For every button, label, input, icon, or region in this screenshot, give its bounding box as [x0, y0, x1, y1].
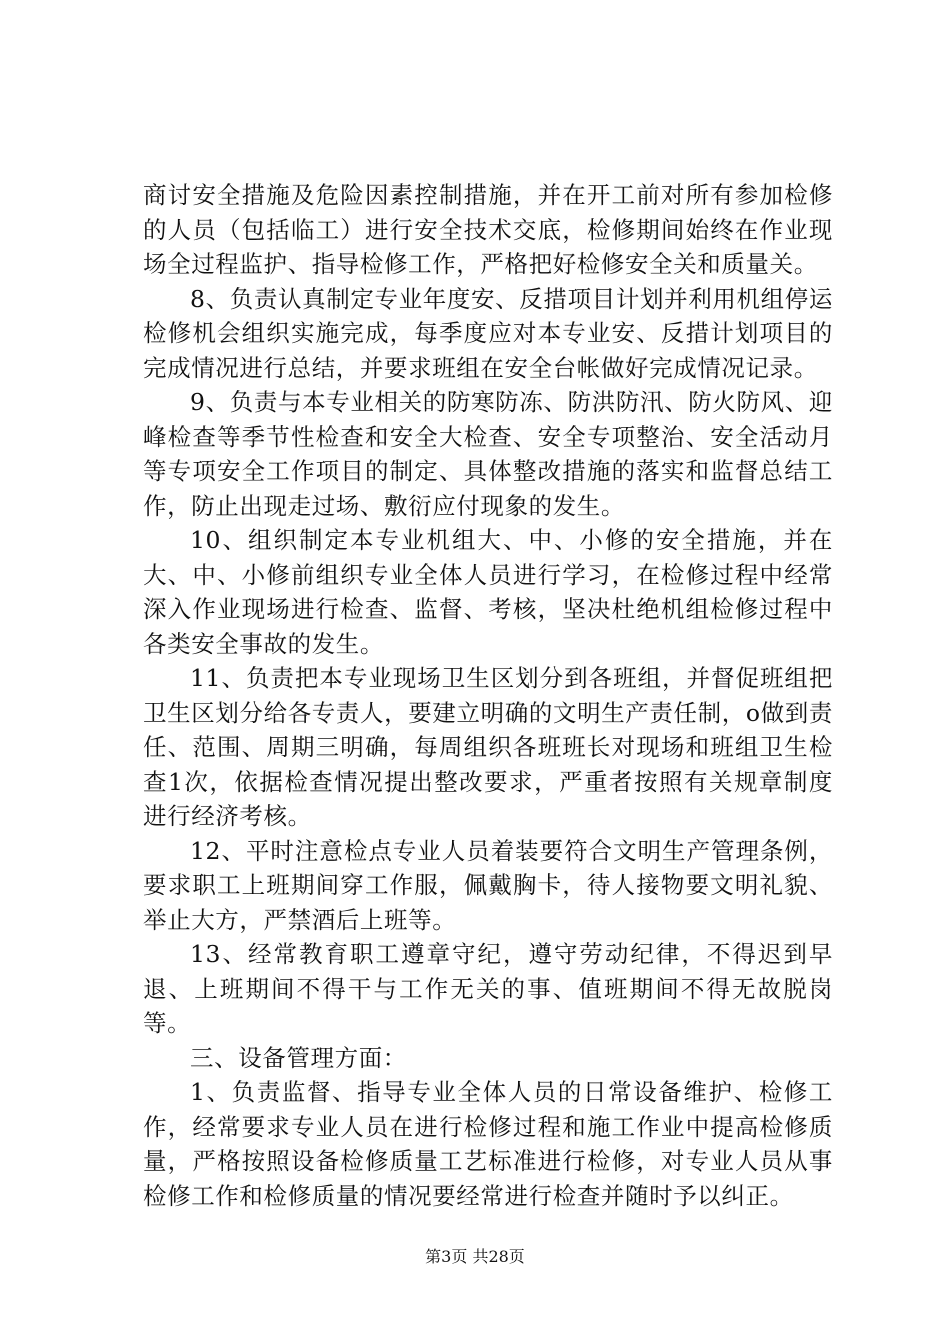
paragraph-item-8: 8、负责认真制定专业年度安、反措项目计划并利用机组停运检修机会组织实施完成，每季度应对本专业安、反措计划项目的完成情况进行总结，并要求班组在安全台帐做好完成情况记录。 — [143, 284, 833, 382]
document-body — [143, 178, 833, 1213]
paragraph-item-12: 12、平时注意检点专业人员着装要符合文明生产管理条例，要求职工上班期间穿工作服，佩戴胸卡，待人接物要文明礼貌、举止大方，严禁酒后上班等。 — [143, 836, 833, 934]
paragraph-continuation: 商讨安全措施及危险因素控制措施，并在开工前对所有参加检修的人员（包括临工）进行安全技术交底，检修期间始终在作业现场全过程监护、指导检修工作，严格把好检修安全关和质量关。 — [143, 181, 833, 278]
section-heading-equipment-management: 三、设备管理方面： — [190, 1043, 407, 1072]
paragraph-equipment-item-1: 1、负责监督、指导专业全体人员的日常设备维护、检修工作，经常要求专业人员在进行检修过程和施工作业中提高检修质量，严格按照设备检修质量工艺标准进行检修，对专业人员从事检修工作和检修质量的情况要经常进行检查并随时予以纠正。 — [143, 1078, 833, 1210]
paragraph-item-9: 9、负责与本专业相关的防寒防冻、防洪防汛、防火防风、迎峰检查等季节性检查和安全大检查、安全专项整治、安全活动月等专项安全工作项目的制定、具体整改措施的落实和监督总结工作，防止出现走过场、敷衍应付现象的发生。 — [143, 388, 833, 520]
paragraph-item-10: 10、组织制定本专业机组大、中、小修的安全措施，并在大、中、小修前组织专业全体人员进行学习，在检修过程中经常深入作业现场进行检查、监督、考核，坚决杜绝机组检修过程中各类安全事故的发生。 — [143, 526, 833, 658]
page-footer: 第3页 共28页 — [425, 1247, 525, 1266]
paragraph-item-13: 13、经常教育职工遵章守纪，遵守劳动纪律，不得迟到早退、上班期间不得干与工作无关的事、值班期间不得无故脱岗等。 — [143, 940, 833, 1037]
paragraph-item-11: 11、负责把本专业现场卫生区划分到各班组，并督促班组把卫生区划分给各专责人，要建立明确的文明生产责任制，o做到责任、范围、周期三明确，每周组织各班班长对现场和班组卫生检查1次，依据检查情况提出整改要求，严重者按照有关规章制度进行经济考核。 — [143, 664, 833, 830]
